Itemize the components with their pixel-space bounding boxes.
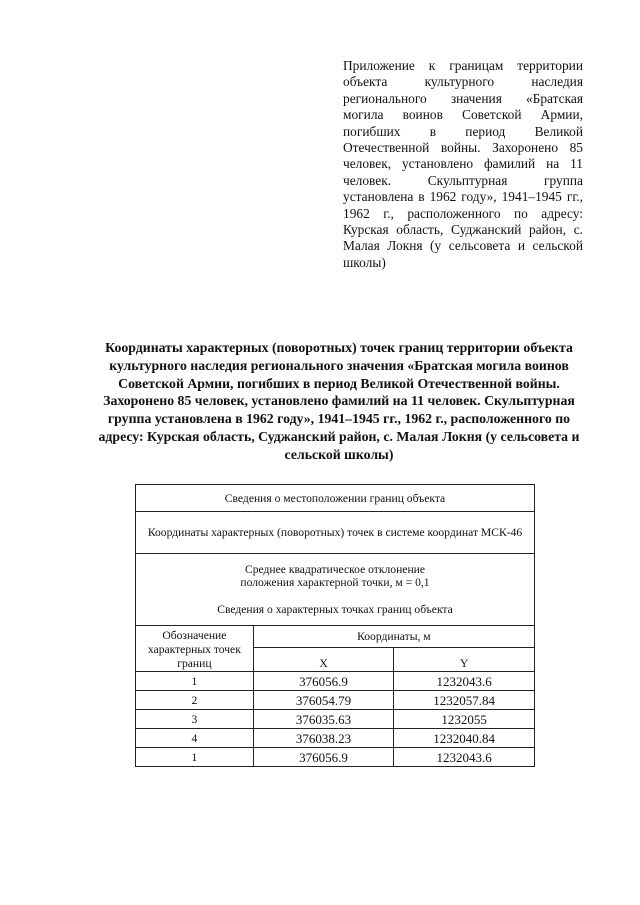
- x-header: X: [253, 647, 394, 671]
- coordinates-header: Координаты, м: [253, 626, 534, 648]
- point-y: 1232043.6: [394, 672, 535, 691]
- table-row: [136, 729, 535, 748]
- deviation-line-1: Среднее квадратическое отклонение: [245, 563, 425, 576]
- point-designation: 1: [136, 672, 254, 691]
- point-x: 376038.23: [253, 729, 394, 748]
- table-header-row: [136, 485, 535, 512]
- column-header-row: [136, 626, 535, 648]
- deviation-line-2: положения характерной точки, м = 0,1: [240, 576, 430, 589]
- point-designation: 4: [136, 729, 254, 748]
- table-row: [136, 710, 535, 729]
- coordinates-table: [135, 484, 535, 767]
- coordinate-system-cell: Координаты характерных (поворотных) точек в системе координат МСК-46: [136, 512, 535, 554]
- point-designation: 2: [136, 691, 254, 710]
- designation-header: Обозначение характерных точек границ: [136, 626, 254, 672]
- point-x: 376035.63: [253, 710, 394, 729]
- point-y: 1232055: [394, 710, 535, 729]
- point-x: 376054.79: [253, 691, 394, 710]
- table-row: [136, 748, 535, 767]
- table-row: [136, 691, 535, 710]
- point-y: 1232057.84: [394, 691, 535, 710]
- y-header: Y: [394, 647, 535, 671]
- point-designation: 3: [136, 710, 254, 729]
- coordinate-system-row: [136, 512, 535, 554]
- deviation-row: [136, 554, 535, 626]
- appendix-note: Приложение к границам территории объекта культурного наследия регионального значения «Братская могила воинов Советской Армии, погибших в период Великой Отечественной войны. Захоронено 85 человек, установлено фамилий на 11 человек. Скульптурная группа установлена в 1962 году», 1941–1945 гг., 1962 г., расположенного по адресу: Курская область, Суджанский район, с. Малая Локня (у сельсовета и сельской школы): [343, 58, 583, 270]
- point-x: 376056.9: [253, 748, 394, 767]
- table-row: [136, 672, 535, 691]
- point-y: 1232043.6: [394, 748, 535, 767]
- document-heading: Координаты характерных (поворотных) точек границ территории объекта культурного наследия регионального значения «Братская могила воинов Советской Армии, погибших в период Великой Отечественной войны. Захоронено 85 человек, установлено фамилий на 11 человек. Скульптурная группа установлена в 1962 году», 1941–1945 гг., 1962 г., расположенного по адресу: Курская область, Суджанский район, с. Малая Локня (у сельсовета и сельской школы): [98, 340, 580, 462]
- point-x: 376056.9: [253, 672, 394, 691]
- point-y: 1232040.84: [394, 729, 535, 748]
- points-info-label: Сведения о характерных точках границ объекта: [217, 603, 453, 616]
- location-header-cell: Сведения о местоположении границ объекта: [136, 485, 535, 512]
- point-designation: 1: [136, 748, 254, 767]
- deviation-cell: [136, 554, 535, 626]
